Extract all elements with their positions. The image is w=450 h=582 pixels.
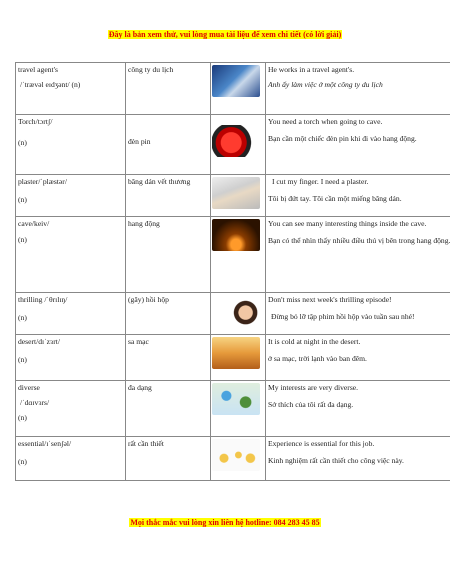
image-cell [211, 217, 266, 293]
word-cell: desert/dɪˈzɜrt/ (n) [16, 335, 126, 381]
diverse-image [212, 383, 260, 415]
image-cell [211, 63, 266, 115]
table-row [16, 437, 450, 481]
example-cell: It is cold at night in the desert. ở sa mạc, trời lạnh vào ban đêm. [266, 335, 450, 381]
meaning-cell: đèn pin [126, 115, 211, 175]
table-row [16, 293, 450, 335]
word-cell: thrilling /ˈθrɪlɪŋ/ (n) [16, 293, 126, 335]
example-cell: You need a torch when going to cave. Bạn cần một chiếc đèn pin khi đi vào hang động. [266, 115, 450, 175]
word-cell: Torch/tɔrtʃ/ (n) [16, 115, 126, 175]
word-cell: diverse /ˈdɑɪvɜrs/ (n) [16, 381, 126, 437]
example-cell: Don't miss next week's thrilling episode! Đừng bỏ lỡ tập phim hồi hộp vào tuần sau nhé! [266, 293, 450, 335]
meaning-cell: hang động [126, 217, 211, 293]
word-cell: travel agent's /ˈtrævəl eɪdʒənt/ (n) [16, 63, 126, 115]
word-cell: plaster/ˈplæstər/ (n) [16, 175, 126, 217]
image-cell [211, 175, 266, 217]
example-cell: You can see many interesting things inside the cave. Bạn có thể nhìn thấy nhiều điều thú vị bên trong hang động. [266, 217, 450, 293]
preview-notice: Đây là bản xem thử, vui lòng mua tài liệu để xem chi tiết (có lời giải) [108, 30, 342, 39]
torch-image [212, 125, 260, 157]
meaning-cell: rất cần thiết [126, 437, 211, 481]
word-cell: essential/ɪˈsenʃəl/ (n) [16, 437, 126, 481]
example-cell: My interests are very diverse. Sở thích của tôi rất đa dạng. [266, 381, 450, 437]
image-cell [211, 293, 266, 335]
table-row [16, 175, 450, 217]
meaning-cell: công ty du lịch [126, 63, 211, 115]
meaning-cell: băng dán vết thương [126, 175, 211, 217]
meaning-cell: sa mạc [126, 335, 211, 381]
word-cell: cave/keiv/ (n) [16, 217, 126, 293]
table-row [16, 217, 450, 293]
table-row [16, 335, 450, 381]
table-row [16, 63, 450, 115]
essential-image [212, 439, 260, 471]
example-cell: Experience is essential for this job. Kinh nghiệm rất cần thiết cho công việc này. [266, 437, 450, 481]
meaning-cell: (gây) hồi hộp [126, 293, 211, 335]
image-cell [211, 437, 266, 481]
vocabulary-table [15, 62, 450, 481]
table-row [16, 115, 450, 175]
table-row [16, 381, 450, 437]
image-cell [211, 115, 266, 175]
image-cell [211, 381, 266, 437]
desert-image [212, 337, 260, 369]
image-cell [211, 335, 266, 381]
thrilling-image [212, 295, 260, 327]
meaning-cell: đa dạng [126, 381, 211, 437]
travel-agency-image [212, 65, 260, 97]
plaster-image [212, 177, 260, 209]
example-cell: He works in a travel agent's. Anh ấy làm việc ở một công ty du lịch [266, 63, 450, 115]
example-cell: I cut my finger. I need a plaster. Tôi bị đứt tay. Tôi cần một miếng băng dán. [266, 175, 450, 217]
hotline-notice: Mọi thắc mắc vui lòng xin liên hệ hotline: 084 283 45 85 [130, 518, 320, 527]
cave-image [212, 219, 260, 251]
